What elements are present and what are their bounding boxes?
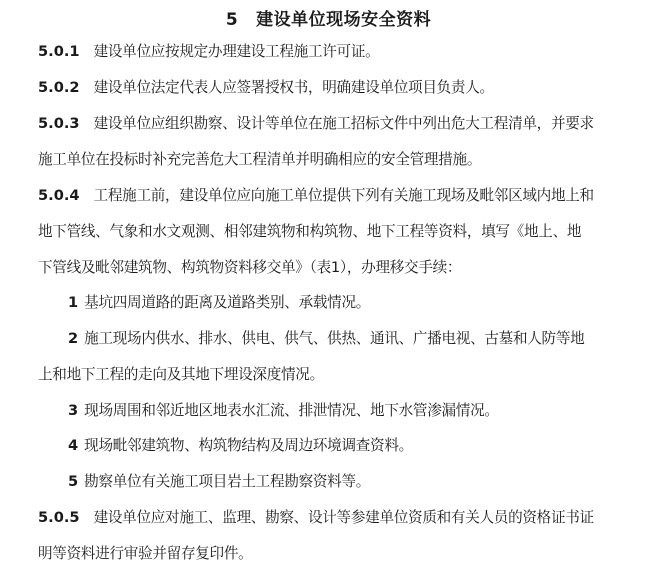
list-item [68,472,610,492]
clause-text: 建设单位应按规定办理建设工程施工许可证。 [93,43,380,60]
list-item [68,329,610,349]
item-number: 3 [68,402,79,419]
clause-text: 明等资料进行审验并留存复印件。 [38,545,253,562]
item-text: 上和地下工程的走向及其地下埋设深度情况。 [38,366,324,383]
clause-continuation [38,544,610,564]
clause-text: 施工单位在投标时补充完善危大工程清单并明确相应的安全管理措施。 [38,151,482,168]
clause-text: 建设单位应组织勘察、设计等单位在施工招标文件中列出危大工程清单，并要求 [93,115,594,132]
clause-continuation [38,222,610,242]
list-item-continuation [38,365,610,385]
list-item [68,436,610,456]
clause-text: 建设单位法定代表人应签署授权书，明确建设单位项目负责人。 [93,79,494,96]
clause-5-0-1 [38,42,610,62]
clause-text: 工程施工前，建设单位应向施工单位提供下列有关施工现场及毗邻区域内地上和 [93,187,594,204]
clause-continuation [38,150,610,170]
clause-number: 5.0.1 [38,43,80,60]
clause-text: 建设单位应对施工、监理、勘察、设计等参建单位资质和有关人员的资格证书证 [93,509,594,526]
clause-number: 5.0.5 [38,509,80,526]
item-text: 施工现场内供水、排水、供电、供气、供热、通讯、广播电视、古墓和人防等地 [84,330,585,347]
clause-5-0-2 [38,78,610,98]
list-item [68,293,610,313]
item-text: 现场周围和邻近地区地表水汇流、排泄情况、地下水管渗漏情况。 [84,402,499,419]
item-number: 4 [68,437,79,454]
item-text: 勘察单位有关施工项目岩土工程勘察资料等。 [84,473,371,490]
clause-number: 5.0.3 [38,115,80,132]
clause-5-0-3 [38,114,610,134]
clause-continuation [38,258,610,278]
item-number: 2 [68,330,79,347]
list-item [68,401,610,421]
clause-number: 5.0.4 [38,187,80,204]
section-title: 建设单位现场安全资料 [256,10,432,30]
item-text: 基坑四周道路的距离及道路类别、承载情况。 [84,294,371,311]
clause-number: 5.0.2 [38,79,80,96]
clause-text: 地下管线、气象和水文观测、相邻建筑物和构筑物、地下工程等资料，填写《地上、地 [38,223,582,240]
clause-5-0-4 [38,186,610,206]
item-number: 5 [68,473,79,490]
item-number: 1 [68,294,79,311]
item-text: 现场毗邻建筑物、构筑物结构及周边环境调查资料。 [84,437,413,454]
section-heading [0,5,657,30]
clause-5-0-5 [38,508,610,528]
section-number: 5 [225,10,239,30]
clause-text: 下管线及毗邻建筑物、构筑物资料移交单》（表1），办理移交手续： [38,259,462,276]
